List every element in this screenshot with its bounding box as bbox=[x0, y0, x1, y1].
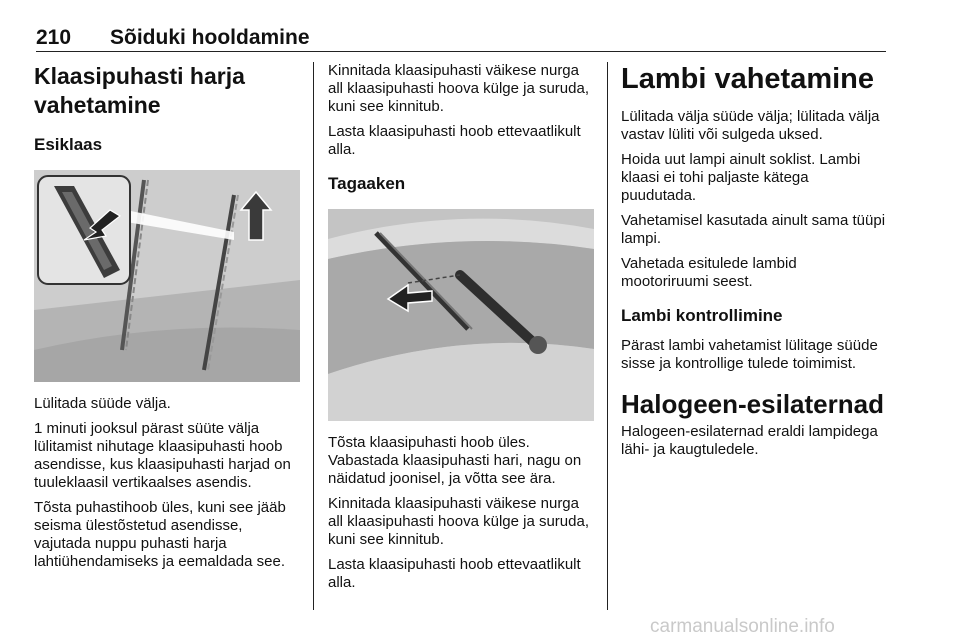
subheading-windscreen: Esiklaas bbox=[34, 135, 103, 154]
paragraph-attach-rear-blade: Kinnitada klaasipuhasti väikese nurga all klaasipuhasti hoova külge ja suruda, kuni see kinnitub. bbox=[328, 495, 589, 548]
paragraph-lift-wiper-arm: Tõsta puhastihoob üles, kuni see jääb seisma ülestõstetud asendisse, vajutada nuppu puhasti harja lahtiühendamiseks ja eemaldada see. bbox=[34, 499, 286, 570]
column-2 bbox=[328, 62, 594, 592]
section-heading-halogen: Halogeen-esilaternad bbox=[621, 389, 884, 419]
paragraph-switch-off: Lülitada välja süüde välja; lülitada välja vastav lüliti või sulgeda uksed. bbox=[621, 108, 880, 143]
paragraph-release-rear-blade: Tõsta klaasipuhasti hoob üles. Vabastada klaasipuhasti hari, nagu on näidatud joonisel, ja võtta see ära. bbox=[328, 434, 582, 487]
paragraph-lower-arm: Lasta klaasipuhasti hoob ettevaatlikult alla. bbox=[328, 123, 581, 158]
column-divider-1 bbox=[313, 62, 314, 610]
column-divider-2 bbox=[607, 62, 608, 610]
section-heading-wiper-blade: Klaasipuhasti harja vahetamine bbox=[34, 63, 245, 118]
paragraph-move-wiper-lever: 1 minuti jooksul pärast süüte välja lülitamist nihutage klaasipuhasti hoob asendisse, kus klaasipuhasti harjad on tuuleklaasil vertikaalses asendis. bbox=[34, 420, 291, 491]
subheading-bulb-check: Lambi kontrollimine bbox=[621, 306, 783, 325]
watermark: carmanualsonline.info bbox=[650, 616, 835, 637]
chapter-title: Sõiduki hooldamine bbox=[110, 26, 310, 49]
subheading-rear-window: Tagaaken bbox=[328, 174, 406, 193]
column-3 bbox=[621, 62, 887, 459]
paragraph-halogen: Halogeen-esilaternad eraldi lampidega lähi- ja kaugtuledele. bbox=[621, 423, 878, 458]
paragraph-attach-blade: Kinnitada klaasipuhasti väikese nurga all klaasipuhasti hoova külge ja suruda, kuni see kinnitub. bbox=[328, 62, 589, 115]
paragraph-engine-compartment: Vahetada esitulede lambid mootoriruumi seest. bbox=[621, 255, 797, 290]
paragraph-hold-bulb: Hoida uut lampi ainult soklist. Lambi klaasi ei tohi paljaste kätega puudutada. bbox=[621, 151, 861, 204]
section-heading-bulb-replacement: Lambi vahetamine bbox=[621, 63, 875, 95]
figure-rear-wiper bbox=[328, 209, 594, 421]
paragraph-check-lights: Pärast lambi vahetamist lülitage süüde sisse ja kontrollige tulede toimimist. bbox=[621, 337, 878, 372]
column-1 bbox=[34, 62, 300, 571]
figure-front-wiper bbox=[34, 170, 300, 382]
page-header bbox=[36, 14, 886, 52]
paragraph-same-type: Vahetamisel kasutada ainult sama tüüpi lampi. bbox=[621, 212, 886, 247]
paragraph-ignition-off: Lülitada süüde välja. bbox=[34, 395, 171, 412]
page-number: 210 bbox=[36, 26, 72, 49]
paragraph-lower-rear-arm: Lasta klaasipuhasti hoob ettevaatlikult alla. bbox=[328, 556, 581, 591]
